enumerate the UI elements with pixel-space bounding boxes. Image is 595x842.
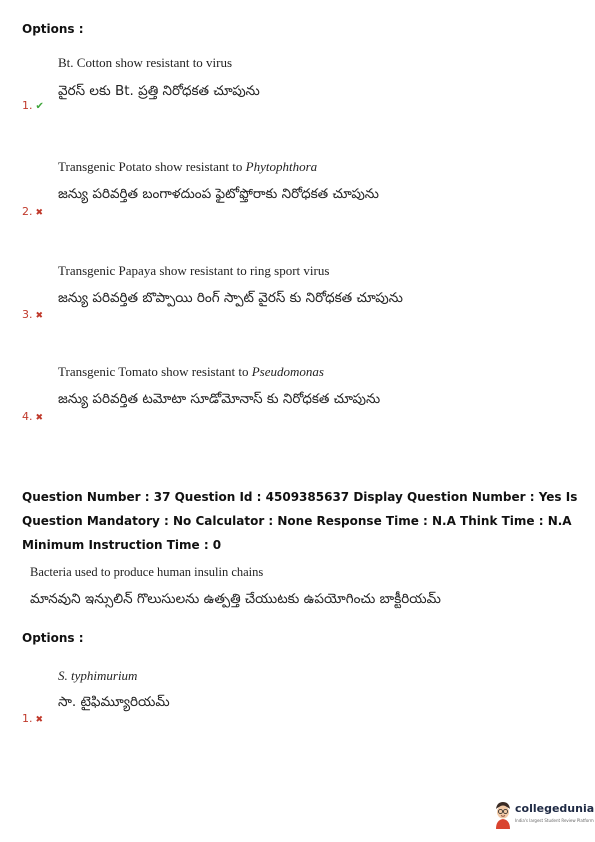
- option-1-english: Bt. Cotton show resistant to virus: [58, 55, 233, 70]
- option-1-telugu-2: సా. టైఫిమ్యూరియమ్: [58, 694, 170, 710]
- option-1-number-2: 1. ✖: [22, 712, 44, 725]
- options-heading-2: Options :: [22, 631, 84, 645]
- cross-icon: ✖: [35, 413, 44, 423]
- options-heading: Options :: [22, 22, 84, 36]
- question-meta: Question Number : 37 Question Id : 4509385637 Display Question Number : Yes Is Question Mandatory : No Calculator : None Response Time : N.A Think Time : N.A Minimum Instruction Time : 0: [22, 490, 578, 552]
- logo-tagline: India's largest Student Review Platform: [515, 818, 594, 823]
- option-1-number: 1. ✔: [22, 99, 44, 112]
- option-1-telugu: వైరస్ లకు Bt. ప్రత్తి నిరోధకత చూపును: [58, 83, 260, 99]
- option-4-number: 4. ✖: [22, 410, 44, 423]
- question-english: Bacteria used to produce human insulin chains: [30, 565, 264, 579]
- option-3-number: 3. ✖: [22, 308, 44, 321]
- cross-icon: ✖: [35, 715, 44, 725]
- option-4-english: Transgenic Tomato show resistant to Pseudomonas: [58, 364, 324, 379]
- cross-icon: ✖: [35, 311, 44, 321]
- option-4-telugu: జన్యు పరివర్తిత టమోటా సూడోమోనాస్ కు నిరోధకత చూపును: [58, 391, 381, 407]
- option-2-number: 2. ✖: [22, 205, 44, 218]
- cross-icon: ✖: [35, 208, 44, 218]
- option-2-telugu: జన్యు పరివర్తిత బంగాళదుంప ఫైటోఫ్తోరాకు నిరోధకత చూపును: [58, 186, 379, 202]
- question-telugu: మానవుని ఇన్సులిన్ గొలుసులను ఉత్పత్తి చేయుటకు ఉపయోగించు బాక్టీరియమ్: [30, 591, 441, 607]
- check-icon: ✔: [35, 101, 44, 112]
- option-2-english: Transgenic Potato show resistant to Phytophthora: [58, 159, 318, 174]
- logo-name: collegedunia: [515, 802, 595, 815]
- mascot-icon: [493, 800, 513, 830]
- option-3-telugu: జన్యు పరివర్తిత బొప్పాయి రింగ్ స్పాట్ వైరస్ కు నిరోధకత చూపును: [58, 290, 403, 306]
- option-1-english-2: S. typhimurium: [58, 668, 138, 683]
- option-3-english: Transgenic Papaya show resistant to ring sport virus: [58, 263, 330, 278]
- collegedunia-logo: [493, 800, 595, 832]
